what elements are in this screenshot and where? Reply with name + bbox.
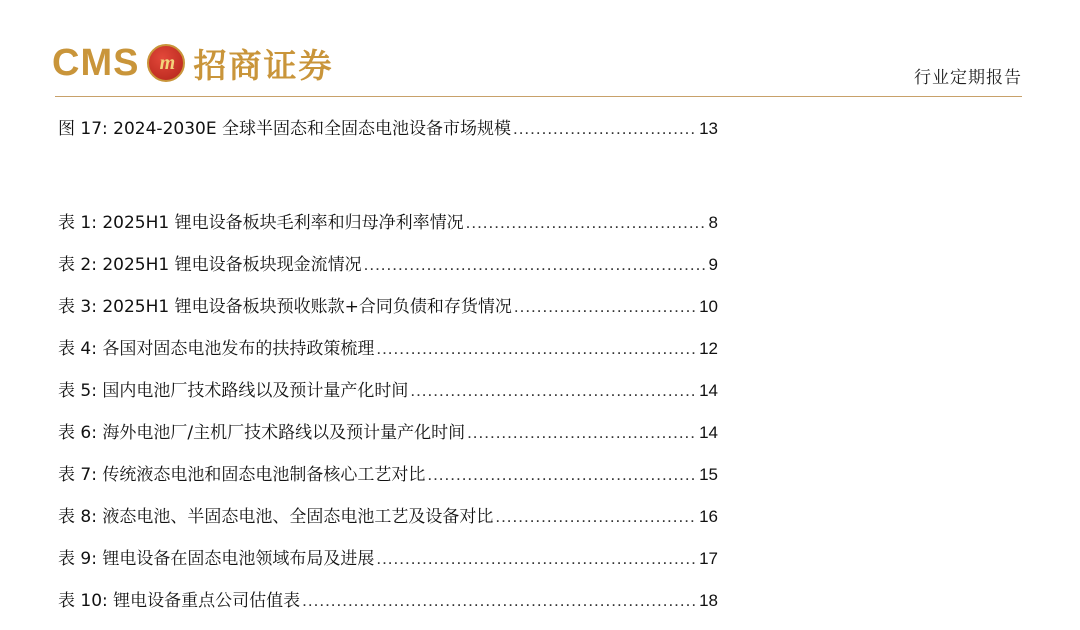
table-entry-page-number[interactable]: 10 (699, 297, 718, 316)
figure-entry-title[interactable]: 图 17: 2024-2030E 全球半固态和全固态电池设备市场规模 (58, 119, 511, 139)
table-entry-page-number[interactable]: 14 (699, 381, 718, 400)
table-entry[interactable] (58, 252, 718, 278)
table-entry-page-number[interactable]: 8 (708, 213, 718, 232)
figure-entry-page-number[interactable]: 13 (699, 119, 718, 138)
table-entry[interactable] (58, 294, 718, 320)
table-entry-page-number[interactable]: 16 (699, 507, 718, 526)
table-entry-page-number[interactable]: 14 (699, 423, 718, 442)
header-divider (55, 96, 1022, 97)
table-entry-title[interactable]: 表 6: 海外电池厂/主机厂技术路线以及预计量产化时间 (58, 423, 466, 443)
table-entry-title[interactable]: 表 7: 传统液态电池和固态电池制备核心工艺对比 (58, 465, 426, 485)
logo-emblem-glyph: m (159, 51, 174, 74)
table-entry[interactable] (58, 462, 718, 488)
page-header (0, 0, 1080, 100)
table-of-contents (58, 116, 718, 630)
table-entry[interactable] (58, 336, 718, 362)
logo-emblem-icon (147, 44, 185, 82)
dot-leader (467, 420, 696, 446)
dot-leader (410, 378, 696, 404)
dot-leader (466, 210, 706, 236)
table-entry-page-number[interactable]: 17 (699, 549, 718, 568)
table-entry-title[interactable]: 表 8: 液态电池、半固态电池、全固态电池工艺及设备对比 (58, 507, 494, 527)
figure-entry[interactable] (58, 116, 718, 142)
table-entry-title[interactable]: 表 2: 2025H1 锂电设备板块现金流情况 (58, 255, 362, 275)
table-entry-page-number[interactable]: 18 (699, 591, 718, 610)
table-entry-title[interactable]: 表 5: 国内电池厂技术路线以及预计量产化时间 (58, 381, 409, 401)
table-entry-page-number[interactable]: 12 (699, 339, 718, 358)
dot-leader (513, 116, 696, 142)
figures-list (58, 116, 718, 142)
dot-leader (427, 462, 696, 488)
table-entry[interactable] (58, 546, 718, 572)
table-entry[interactable] (58, 378, 718, 404)
table-entry-title[interactable]: 表 1: 2025H1 锂电设备板块毛利率和归母净利率情况 (58, 213, 464, 233)
tables-list (58, 210, 718, 614)
dot-leader (364, 252, 706, 278)
logo-text-en: CMS (52, 41, 140, 84)
cms-logo (52, 38, 333, 88)
table-entry[interactable] (58, 504, 718, 530)
logo-text-cn: 招商证券 (193, 45, 334, 85)
dot-leader (302, 588, 696, 614)
table-entry-page-number[interactable]: 15 (699, 465, 718, 484)
dot-leader (495, 504, 696, 530)
table-entry[interactable] (58, 210, 718, 236)
dot-leader (514, 294, 696, 320)
dot-leader (376, 546, 696, 572)
table-entry[interactable] (58, 588, 718, 614)
section-gap (58, 158, 718, 210)
table-entry-title[interactable]: 表 10: 锂电设备重点公司估值表 (58, 591, 301, 611)
dot-leader (376, 336, 696, 362)
table-entry-page-number[interactable]: 9 (708, 255, 718, 274)
table-entry-title[interactable]: 表 3: 2025H1 锂电设备板块预收账款+合同负债和存货情况 (58, 297, 512, 317)
report-type-label: 行业定期报告 (914, 68, 1022, 88)
table-entry[interactable] (58, 420, 718, 446)
table-entry-title[interactable]: 表 4: 各国对固态电池发布的扶持政策梳理 (58, 339, 375, 359)
table-entry-title[interactable]: 表 9: 锂电设备在固态电池领域布局及进展 (58, 549, 375, 569)
